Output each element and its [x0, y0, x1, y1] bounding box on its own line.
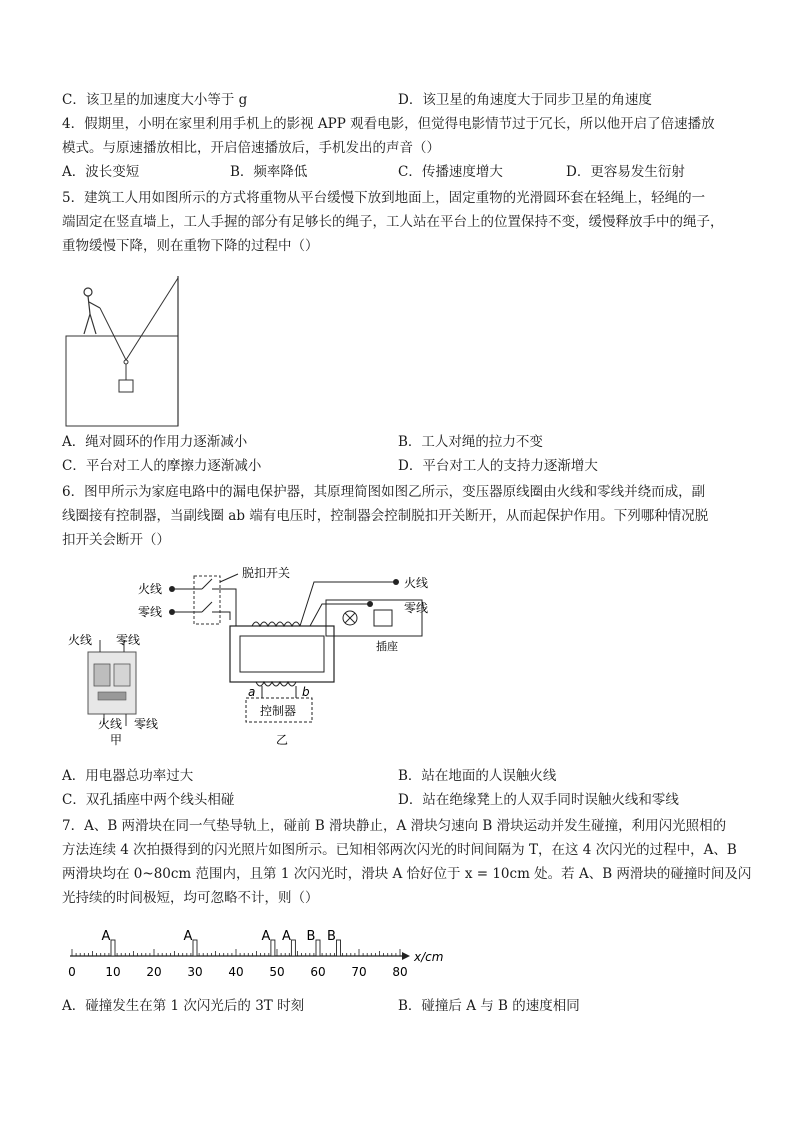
slider-marker-a: [291, 940, 295, 956]
q7-flash-photo-ruler: [60, 920, 460, 984]
neutral-terminal-left: [169, 609, 175, 615]
q4-option-b: B．频率降低: [230, 164, 308, 180]
weight-block: [119, 380, 133, 392]
q5-figure-worker-pulley: [60, 268, 200, 428]
q6-stem-line-3: 扣开关会断开（）: [62, 532, 170, 548]
yi-live-right-label: 火线: [404, 576, 429, 590]
q6-figure-leakage-protector: [60, 560, 460, 760]
q4-option-c: C．传播速度增大: [398, 164, 503, 180]
ruler-tick-label: 60: [310, 965, 326, 979]
q3-option-d: D．该卫星的角速度大于同步卫星的角速度: [398, 92, 652, 108]
yi-live-left-label: 火线: [138, 582, 163, 596]
slider-marker-b: [337, 940, 341, 956]
socket-label: 插座: [376, 640, 398, 653]
q4-option-d: D．更容易发生衍射: [566, 164, 685, 180]
ruler-ticks: [72, 949, 400, 956]
ruler-tick-label: 70: [351, 965, 367, 979]
slider-marker-label: A: [183, 929, 193, 944]
rope-left: [100, 308, 126, 360]
terminal-a-label: a: [248, 685, 256, 699]
worker-figure: [84, 288, 100, 334]
q5-option-c: C．平台对工人的摩擦力逐渐减小: [62, 458, 262, 474]
ruler-tick-label: 30: [187, 965, 203, 979]
q4-stem-line-2: 模式。与原速播放相比，开启倍速播放后，手机发出的声音（）: [62, 140, 440, 156]
q6-option-c: C．双孔插座中两个线头相碰: [62, 792, 235, 808]
socket-symbol: [374, 610, 392, 626]
slider-marker-label: A: [261, 929, 271, 944]
figure-yi-caption: 乙: [276, 733, 289, 747]
live-terminal-right: [393, 579, 399, 585]
slider-marker-a: [271, 940, 275, 956]
q3-option-c: C．该卫星的加速度大小等于 g: [62, 92, 248, 108]
primary-leads: [212, 589, 236, 626]
ruler-arrow: [402, 952, 410, 960]
slider-marker-a: [111, 940, 115, 956]
q5-stem-line-2: 端固定在竖直墙上，工人手握的部分有足够长的绳子，工人站在平台上的位置保持不变，缓慢释放手中的绳子，: [62, 214, 724, 230]
slider-marker-label: A: [101, 929, 111, 944]
q6-option-b: B．站在地面的人误触火线: [398, 768, 557, 784]
q7-stem-line-3: 两滑块均在 0~80cm 范围内，且第 1 次闪光时，滑块 A 恰好位于 x = 10cm 处。若 A、B 两滑块的碰撞时间及闪: [62, 866, 752, 882]
platform-outline: [66, 336, 178, 426]
q5-option-b: B．工人对绳的拉力不变: [398, 434, 543, 450]
ruler-tick-label: 50: [269, 965, 285, 979]
q6-option-d: D．站在绝缘凳上的人双手同时误触火线和零线: [398, 792, 679, 808]
ruler-unit-label: x/cm: [414, 950, 444, 964]
q6-option-a: A．用电器总功率过大: [62, 768, 194, 784]
q5-option-a: A．绳对圆环的作用力逐渐减小: [62, 434, 248, 450]
ruler-tick-label: 40: [228, 965, 244, 979]
ruler-tick-label: 10: [105, 965, 121, 979]
q5-option-d: D．平台对工人的支持力逐渐增大: [398, 458, 598, 474]
figure-jia-caption: 甲: [110, 733, 123, 747]
trip-switch-leader: [220, 574, 238, 582]
ruler-tick-labels: [68, 965, 407, 979]
ruler-markers: [102, 929, 341, 956]
slider-marker-label: B: [327, 929, 336, 944]
slider-marker-label: B: [306, 929, 316, 944]
transformer-core-inner: [240, 636, 324, 672]
q6-stem-line-1: 6．图甲所示为家庭电路中的漏电保护器，其原理简图如图乙所示，变压器原线圈由火线和零线并绕而成，副: [62, 484, 706, 500]
trip-switch-label: 脱扣开关: [242, 566, 291, 580]
device-photo: [88, 640, 136, 726]
q7-stem-line-2: 方法连续 4 次拍摄得到的闪光照片如图所示。已知相邻两次闪光的时间间隔为 T，在这 4 次闪光的过程中，A、B: [62, 842, 737, 858]
transformer-core-outer: [230, 626, 334, 682]
jia-neutral-label: 零线: [116, 633, 141, 647]
q7-stem-line-4: 光持续的时间极短，均可忽略不计，则（）: [62, 890, 319, 906]
switch-blade-1: [202, 579, 212, 589]
q5-stem-line-3: 重物缓慢下降，则在重物下降的过程中（）: [62, 238, 319, 254]
q7-option-a: A．碰撞发生在第 1 次闪光后的 3T 时刻: [62, 998, 305, 1014]
ring: [124, 360, 128, 364]
trip-switch-box: [194, 576, 220, 624]
slider-marker-b: [316, 940, 320, 956]
q7-option-b: B．碰撞后 A 与 B 的速度相同: [398, 998, 580, 1014]
jia-live-label: 火线: [68, 633, 93, 647]
controller-label: 控制器: [260, 704, 297, 718]
slider-marker-label: A: [281, 929, 291, 944]
rope-right: [126, 278, 178, 360]
neutral-terminal-right: [367, 601, 373, 607]
q4-stem-line-1: 4．假期里，小明在家里利用手机上的影视 APP 观看电影，但觉得电影情节过于冗长，所以他开启了倍速播放: [62, 116, 715, 132]
q7-stem-line-1: 7．A、B 两滑块在同一气垫导轨上，碰前 B 滑块静止，A 滑块匀速向 B 滑块运动并发生碰撞，利用闪光照相的: [62, 818, 727, 834]
primary-coil: [252, 622, 300, 626]
ruler-tick-label: 80: [392, 965, 408, 979]
switch-blade-2: [202, 602, 212, 612]
q5-stem-line-1: 5．建筑工人用如图所示的方式将重物从平台缓慢下放到地面上，固定重物的光滑圆环套在轻绳上，轻绳的一: [62, 190, 706, 206]
q6-stem-line-2: 线圈接有控制器，当副线圈 ab 端有电压时，控制器会控制脱扣开关断开，从而起保护作用。下列哪种情况脱: [62, 508, 709, 524]
jia-neutral-bottom-label: 零线: [134, 717, 159, 731]
yi-neutral-left-label: 零线: [138, 605, 163, 619]
live-terminal-left: [169, 586, 175, 592]
slider-marker-a: [193, 940, 197, 956]
yi-neutral-right-label: 零线: [404, 601, 429, 615]
ruler-tick-label: 0: [68, 965, 76, 979]
terminal-b-label: b: [302, 685, 310, 699]
q4-option-a: A．波长变短: [62, 164, 140, 180]
ruler-tick-label: 20: [146, 965, 162, 979]
jia-live-bottom-label: 火线: [98, 717, 123, 731]
